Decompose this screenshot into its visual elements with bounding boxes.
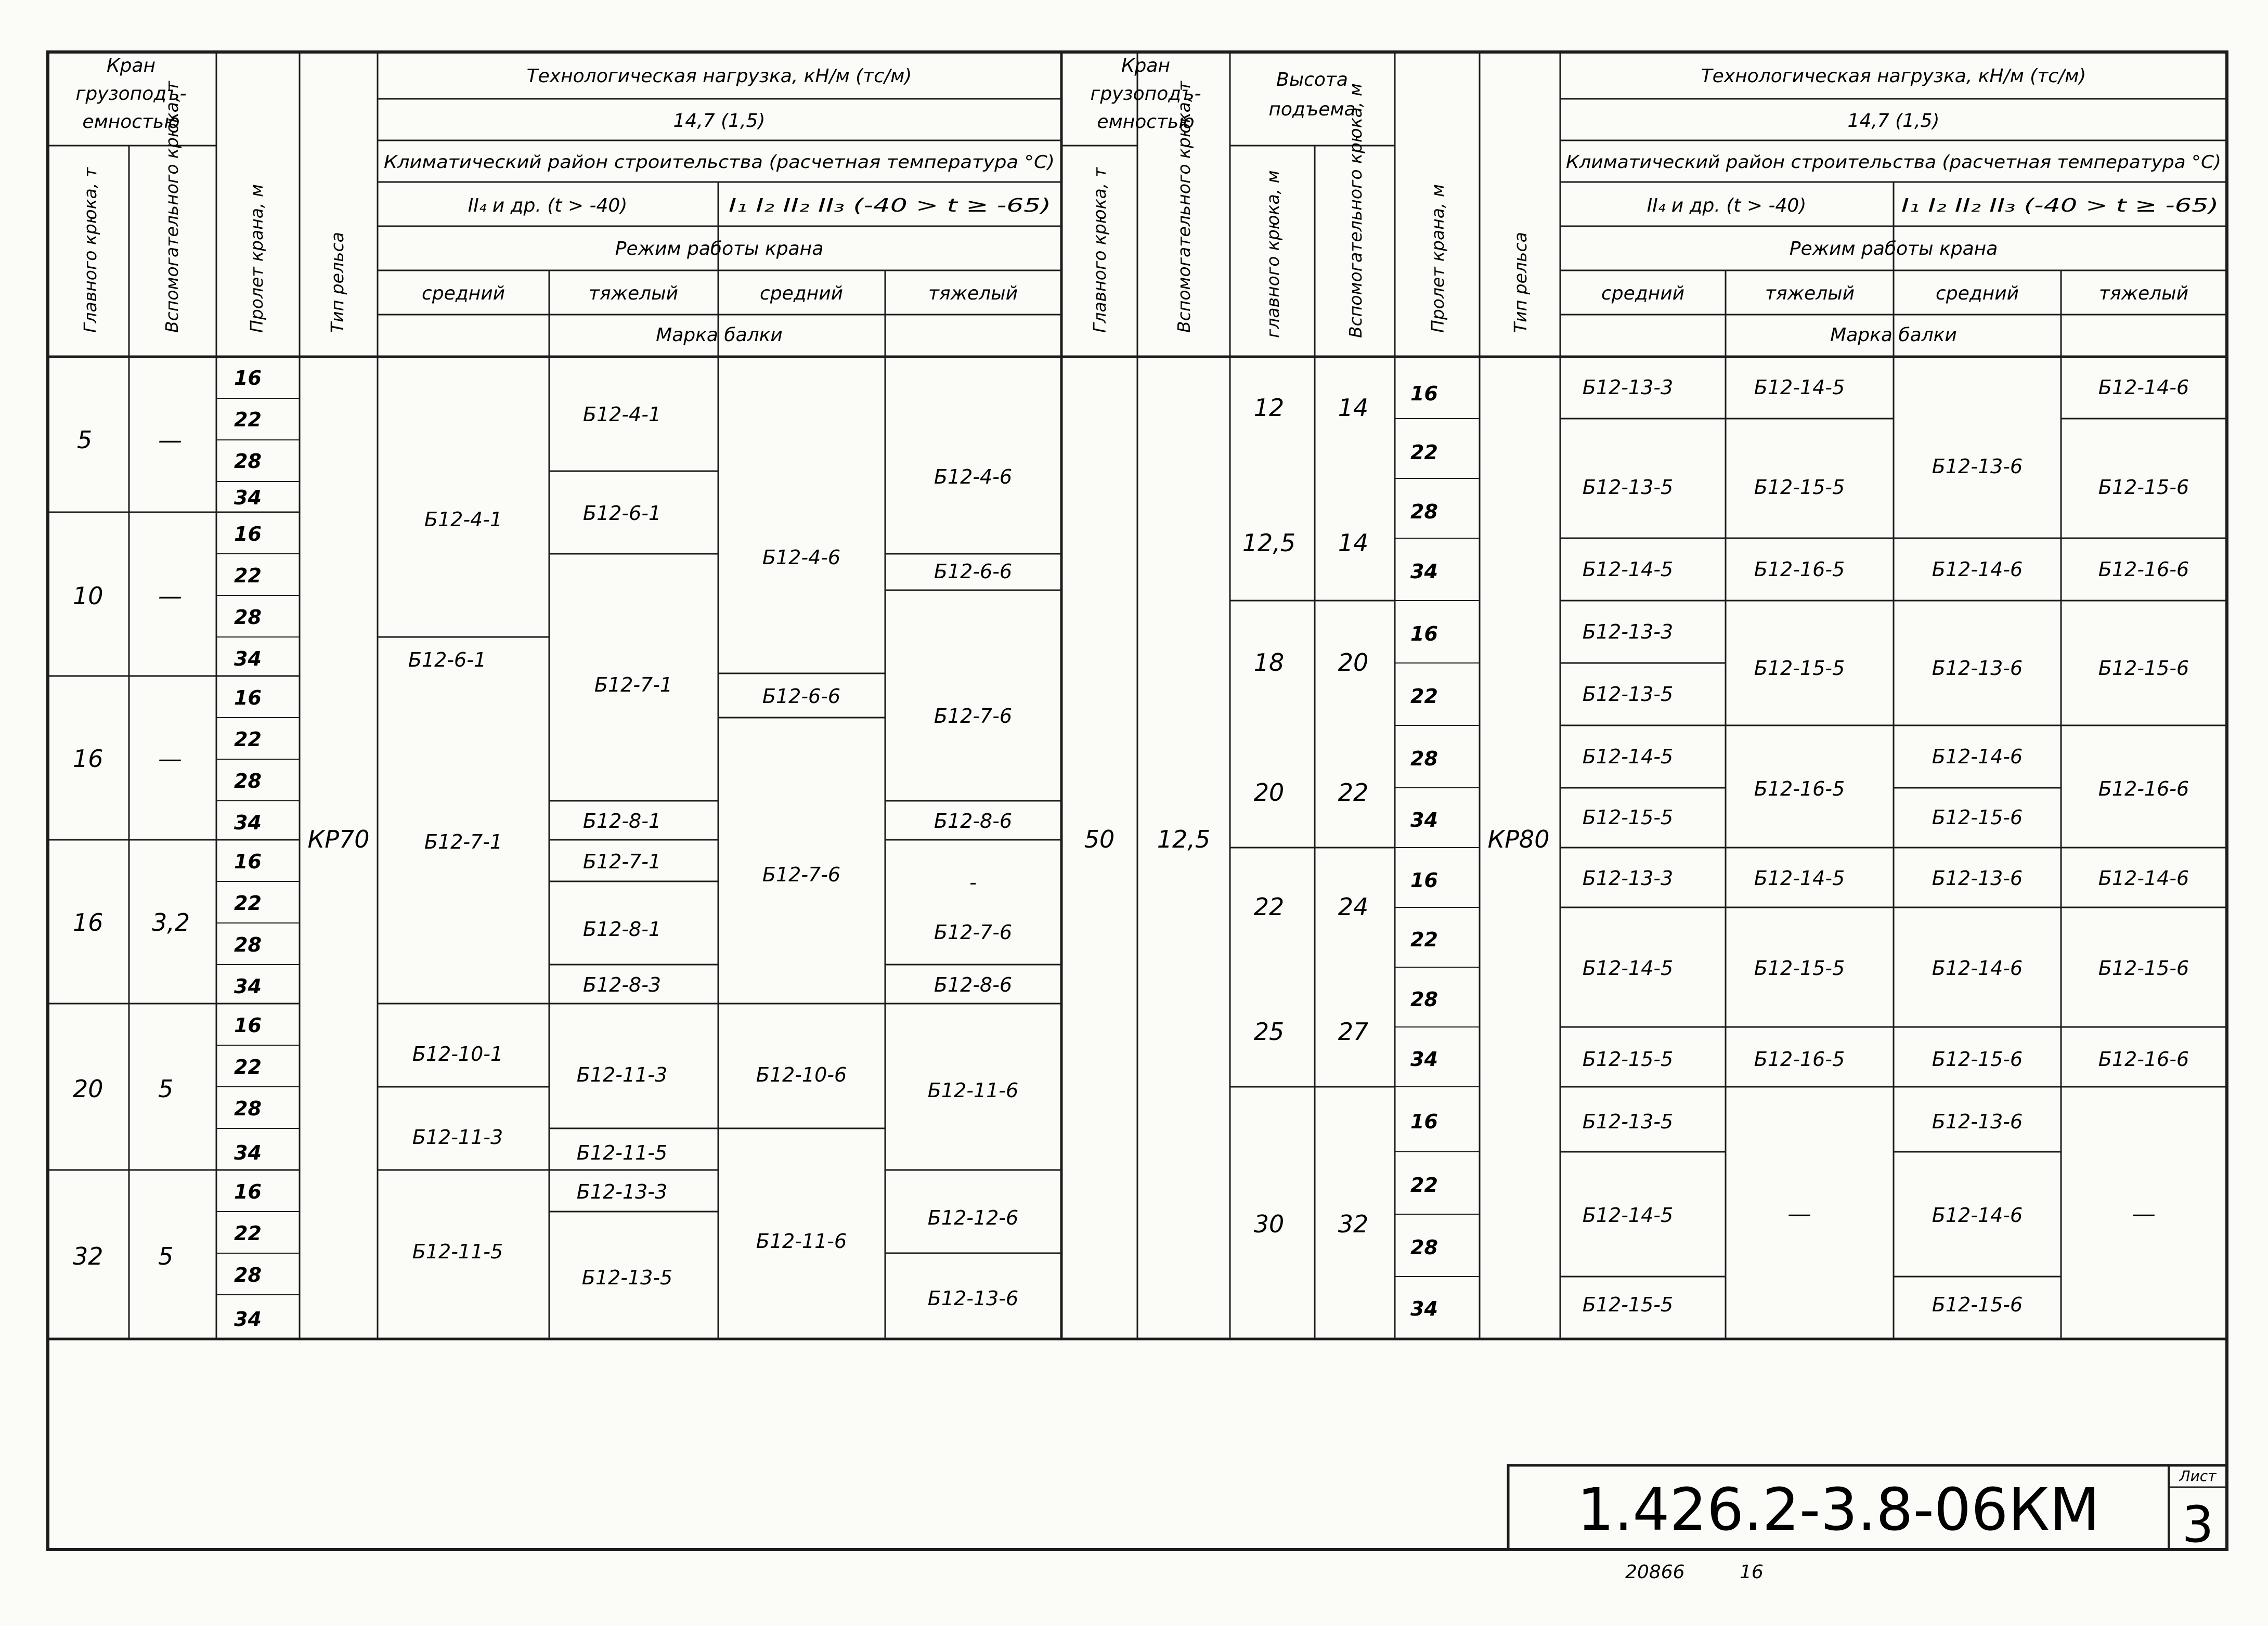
beam-cell: Б12-15-5 [1754,657,1845,680]
span-cell: 28 [1410,988,1438,1011]
lift-aux: 14 [1338,529,1369,557]
beam-cell: Б12-13-3 [1582,620,1674,643]
beam-cell: Б12-13-6 [1932,867,2023,890]
span-cell: 22 [234,1056,262,1078]
span-cell: 34 [234,811,262,834]
right-rail-type: КР80 [1487,825,1550,853]
span-cell: 28 [1410,747,1438,770]
beam-cell-empty: — [1787,1200,1811,1228]
beam-cell: Б12-15-6 [2098,476,2189,499]
span-cell: 34 [1410,1048,1438,1071]
beam-cell: Б12-15-5 [1582,806,1674,829]
left-aux-capacity: 5 [158,1075,174,1103]
span-cell: 16 [234,686,262,709]
lift-main-hook-header: главного крюка, м [1263,170,1283,338]
left-main-capacity: 16 [73,745,103,773]
beam-cell: Б12-7-1 [594,673,673,696]
right-main-capacity: 50 [1084,825,1115,853]
span-cell: 28 [1410,1236,1438,1259]
span-cell: 28 [234,1097,262,1120]
crane-capacity-header-2: грузоподъ- [75,83,187,105]
beam-cell: Б12-11-6 [756,1230,847,1253]
mode-medium-2: средний [759,283,844,304]
span-cell: 22 [234,892,262,915]
climate-option-right-2: I₁ I₂ II₂ II₃ (-40 > t ≥ -65) [1901,195,2219,216]
beam-cell: Б12-4-1 [582,403,662,426]
crane-capacity-header-3: емностью [82,111,180,133]
r-crane-capacity-header-2: грузоподъ- [1090,83,1201,105]
beam-cell: Б12-13-5 [1582,1110,1674,1133]
beam-cell: Б12-7-6 [934,705,1013,727]
sheet-number: 3 [2182,1495,2214,1554]
left-aux-capacity: 3,2 [152,908,190,936]
beam-cell: Б12-15-5 [1754,476,1845,499]
beam-cell: Б12-8-1 [582,810,662,832]
climate-option-left-1: II₄ и др. (t > -40) [468,195,628,216]
beam-cell: Б12-16-6 [2098,558,2189,581]
beam-cell: Б12-6-1 [582,502,662,525]
lift-main: 22 [1253,893,1285,921]
duty-mode-header: Режим работы крана [615,238,824,259]
beam-cell: Б12-14-6 [2098,867,2189,890]
tech-load-header: Технологическая нагрузка, кН/м (тс/м) [526,66,912,87]
lift-aux: 24 [1338,893,1369,921]
beam-cell: Б12-15-6 [1932,1048,2023,1071]
climate-option-left-2: I₁ I₂ II₂ II₃ (-40 > t ≥ -65) [729,195,1051,216]
span-cell: 16 [1410,622,1438,645]
beam-cell: Б12-4-6 [934,465,1013,488]
beam-cell: Б12-13-3 [576,1180,668,1203]
r-load-value: 14,7 (1,5) [1847,110,1940,132]
beam-cell: Б12-16-5 [1754,558,1845,581]
lift-aux: 27 [1338,1018,1369,1046]
span-cell: 16 [234,523,262,545]
left-rail-type: КР70 [307,825,370,853]
span-cell: 16 [234,850,262,873]
span-cell: 22 [234,1222,262,1245]
beam-cell: Б12-10-6 [756,1063,847,1086]
crane-capacity-header-1: Кран [106,55,156,76]
span-cell: 16 [1410,1110,1438,1133]
beam-cell: Б12-13-3 [1582,867,1674,890]
beam-cell: Б12-15-6 [2098,657,2189,680]
beam-cell: Б12-13-5 [581,1266,673,1289]
span-header: Пролет крана, м [247,184,267,333]
document-code: 1.426.2-3.8-06КМ [1577,1476,2100,1544]
span-cell: 22 [234,728,262,751]
left-main-capacity: 32 [73,1242,103,1270]
beam-cell: Б12-15-5 [1582,1048,1674,1071]
beam-cell: Б12-14-6 [1932,1204,2023,1227]
span-cell: 22 [234,408,262,431]
lift-aux: 22 [1338,778,1369,807]
beam-cell: Б12-14-5 [1582,745,1674,768]
beam-cell: Б12-6-1 [408,648,487,671]
beam-cell: Б12-11-5 [412,1240,503,1263]
lift-main: 25 [1253,1018,1285,1046]
beam-cell: Б12-11-6 [927,1079,1019,1102]
span-cell: 34 [1410,1297,1438,1320]
beam-cell: Б12-7-6 [934,921,1013,944]
r-mode-heavy-2: тяжелый [2098,283,2189,304]
beam-cell: Б12-16-5 [1754,1048,1845,1071]
lift-aux: 32 [1338,1210,1369,1238]
beam-cell: Б12-15-6 [1932,806,2023,829]
beam-cell-empty: — [2132,1200,2156,1228]
left-main-capacity: 20 [73,1075,103,1103]
beam-cell: Б12-16-6 [2098,1048,2189,1071]
r-beam-mark-header: Марка балки [1830,324,1957,346]
span-cell: 34 [234,486,262,509]
r-duty-mode-header: Режим работы крана [1789,238,1998,259]
beam-cell: Б12-11-5 [576,1141,668,1164]
span-cell: 34 [234,975,262,998]
sheet-label: Лист [2179,1467,2217,1485]
climate-option-right-1: II₄ и др. (t > -40) [1647,195,1807,216]
span-cell: 22 [1410,1174,1438,1196]
climate-header: Климатический район строительства (расчетная температура °С) [384,152,1055,173]
span-cell: 16 [1410,382,1438,405]
span-cell: 28 [234,606,262,629]
beam-cell: Б12-8-3 [582,973,662,996]
beam-cell: Б12-12-6 [927,1206,1019,1229]
beam-cell: - [969,871,977,894]
lift-aux: 14 [1338,394,1369,422]
lift-main: 12,5 [1242,529,1296,557]
beam-cell: Б12-6-6 [934,560,1013,583]
r-tech-load-header: Технологическая нагрузка, кН/м (тс/м) [1701,66,2086,87]
lift-aux-hook-header: Вспомогательного крюка, м [1345,83,1366,338]
beam-cell: Б12-13-5 [1582,476,1674,499]
r-crane-capacity-header-1: Кран [1121,55,1171,76]
beam-cell: Б12-14-5 [1582,957,1674,980]
table-grid-lines [48,52,2227,1550]
span-cell: 28 [1410,500,1438,523]
beam-cell: Б12-13-6 [927,1287,1019,1310]
r-rail-type-header: Тип рельса [1510,232,1531,333]
beam-cell: Б12-11-3 [576,1063,668,1086]
span-cell: 28 [234,933,262,956]
beam-cell: Б12-4-6 [762,546,841,569]
title-block [1577,1467,2217,1554]
main-hook-t-header: Главного крюка, т [80,167,100,333]
mode-heavy-1: тяжелый [588,283,679,304]
span-cell: 34 [234,1141,262,1164]
beam-cell: Б12-16-5 [1754,777,1845,800]
span-cell: 22 [1410,441,1438,464]
beam-cell: Б12-13-6 [1932,1110,2023,1133]
left-aux-capacity: — [158,582,182,610]
lift-main: 20 [1253,778,1285,807]
rail-type-header: Тип рельса [327,232,347,333]
beam-cell: Б12-13-6 [1932,455,2023,478]
beam-cell: Б12-14-5 [1754,376,1845,399]
mode-heavy-2: тяжелый [928,283,1018,304]
footer-number: 20866 [1625,1562,1685,1583]
r-mode-medium-1: средний [1601,283,1685,304]
aux-hook-t-header: Вспомогательного крюка, т [162,81,182,333]
span-cell: 22 [1410,928,1438,951]
beam-cell: Б12-7-1 [582,850,662,873]
beam-cell: Б12-13-6 [1932,657,2023,680]
r-climate-header: Климатический район строительства (расчетная температура °С) [1566,152,2221,173]
span-cell: 34 [1410,809,1438,831]
beam-cell: Б12-14-6 [1932,745,2023,768]
r-main-hook-t-header: Главного крюка, т [1090,167,1110,333]
r-span-header: Пролет крана, м [1428,184,1448,333]
span-cell: 22 [234,564,262,587]
beam-cell: Б12-14-5 [1754,867,1845,890]
right-aux-capacity: 12,5 [1157,825,1211,853]
beam-cell: Б12-15-5 [1754,957,1845,980]
left-aux-capacity: — [158,426,182,454]
beam-cell: Б12-14-6 [2098,376,2189,399]
lift-main: 30 [1253,1210,1285,1238]
lift-height-header-1: Высота [1276,69,1348,90]
beam-cell: Б12-10-1 [412,1043,503,1065]
beam-cell: Б12-13-5 [1582,683,1674,706]
span-cell: 16 [234,1180,262,1203]
span-cell: 28 [234,770,262,792]
left-aux-capacity: — [158,745,182,773]
beam-cell: Б12-16-6 [2098,777,2189,800]
span-cell: 28 [234,1264,262,1286]
r-aux-hook-t-header: Вспомогательного крюка, т [1174,81,1194,333]
beam-cell: Б12-14-5 [1582,1204,1674,1227]
beam-cell: Б12-8-6 [934,973,1013,996]
beam-cell: Б12-11-3 [412,1126,503,1149]
beam-cell: Б12-15-6 [1932,1293,2023,1316]
left-main-capacity: 5 [77,426,93,454]
span-cell: 34 [1410,560,1438,583]
span-cell: 16 [1410,869,1438,892]
beam-cell: Б12-15-5 [1582,1293,1674,1316]
span-cell: 16 [234,367,262,389]
beam-cell: Б12-4-1 [424,508,503,531]
beam-cell: Б12-8-1 [582,918,662,941]
span-cell: 28 [234,450,262,473]
r-mode-medium-2: средний [1935,283,2019,304]
left-body [73,367,1018,1331]
span-cell: 34 [234,647,262,670]
lift-main: 18 [1253,648,1285,677]
footer-format: 16 [1740,1562,1764,1583]
beam-cell: Б12-15-6 [2098,957,2189,980]
left-aux-capacity: 5 [158,1242,174,1270]
span-cell: 16 [234,1014,262,1037]
lift-main: 12 [1253,394,1285,422]
lift-aux: 20 [1338,648,1369,677]
beam-cell: Б12-14-5 [1582,558,1674,581]
left-main-capacity: 16 [73,908,103,936]
mode-medium-1: средний [421,283,506,304]
beam-cell: Б12-8-6 [934,810,1013,832]
beam-mark-header: Марка балки [656,324,783,346]
beam-cell: Б12-6-6 [762,685,841,708]
lift-height-header-2: подъема [1268,99,1356,120]
span-cell: 34 [234,1308,262,1331]
left-main-capacity: 10 [73,582,103,610]
beam-cell: Б12-13-3 [1582,376,1674,399]
beam-cell: Б12-14-6 [1932,957,2023,980]
beam-cell: Б12-7-6 [762,863,841,886]
beam-cell: Б12-14-6 [1932,558,2023,581]
beam-cell: Б12-7-1 [424,830,503,853]
r-crane-capacity-header-3: емностью [1097,111,1195,133]
r-mode-heavy-1: тяжелый [1765,283,1855,304]
span-cell: 22 [1410,685,1438,708]
load-value: 14,7 (1,5) [673,110,766,132]
